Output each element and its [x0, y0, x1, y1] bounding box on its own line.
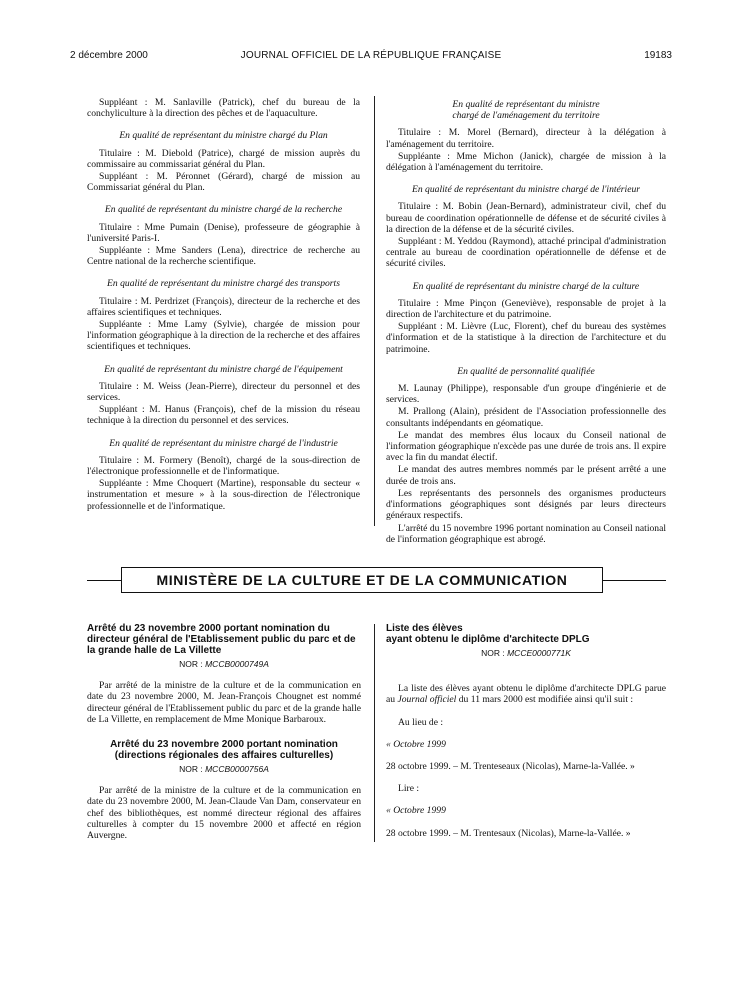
- arrete-drac-title: [87, 739, 361, 761]
- issue-date: 2 décembre 2000: [70, 50, 148, 61]
- titulaire-transports: Titulaire : M. Perdrizet (François), directeur de la recherche et des affaires scientifiques et techniques.: [87, 295, 360, 318]
- journal-title: JOURNAL OFFICIEL DE LA RÉPUBLIQUE FRANÇAISE: [240, 50, 502, 61]
- personnalite-launay: M. Launay (Philippe), responsable d'un groupe d'ingénierie et de services.: [386, 383, 666, 406]
- journal-officiel-ref: Journal officiel: [397, 694, 457, 706]
- arrete-drac-title-line1: Arrêté du 23 novembre 2000 portant nomination: [110, 739, 338, 751]
- page-number: 19183: [644, 50, 672, 61]
- page-header: [70, 50, 672, 64]
- banner-rule-right: [603, 580, 666, 581]
- au-lieu-de: Au lieu de :: [398, 716, 444, 728]
- lire: Lire :: [398, 783, 420, 795]
- liste-title-line1: Liste des élèves: [386, 623, 463, 634]
- section-heading-plan: En qualité de représentant du ministre chargé du Plan: [119, 130, 328, 142]
- left-lower-column: [87, 623, 361, 842]
- liste-nor: [386, 648, 666, 659]
- column-divider: [374, 96, 375, 526]
- suppleant-interieur: Suppléant : M. Yeddou (Raymond), attaché principal d'administration centrale au bureau de coordination opérationnelle de défense et de sécurité civiles.: [386, 236, 666, 270]
- section-heading-industrie: En qualité de représentant du ministre chargé de l'industrie: [109, 437, 338, 449]
- ministry-banner: MINISTÈRE DE LA CULTURE ET DE LA COMMUNICATION: [121, 567, 603, 593]
- month-heading-1: « Octobre 1999: [386, 738, 446, 750]
- titulaire-plan: Titulaire : M. Diebold (Patrice), chargé de mission auprès du commissaire au commissariat général du Plan.: [87, 147, 360, 170]
- liste-title: [386, 623, 666, 645]
- arrete-drac-title-line2: (directions régionales des affaires culturelles): [114, 750, 334, 762]
- titulaire-recherche: Titulaire : Mme Pumain (Denise), professeure de géographie à l'université Paris-I.: [87, 221, 360, 244]
- section-heading-amenagement-line1: En qualité de représentant du ministre: [452, 99, 600, 110]
- intro-paragraph: Suppléant : M. Sanlaville (Patrick), chef du bureau de la conchyliculture à la direction des pêches et de l'aquaculture.: [87, 97, 360, 120]
- section-heading-culture: En qualité de représentant du ministre chargé de la culture: [412, 280, 640, 292]
- representants-personnels: Les représentants des personnels des organismes producteurs d'informations géographiques sont désignés par leurs directeurs généraux respectifs.: [386, 487, 666, 522]
- nor-value: MCCE0000771K: [507, 648, 571, 658]
- suppleant-recherche: Suppléante : Mme Sanders (Lena), directrice de recherche au Centre national de la recherche scientifique.: [87, 245, 360, 268]
- liste-title-line2: ayant obtenu le diplôme d'architecte DPLG: [386, 634, 590, 645]
- suppleant-amenagement: Suppléante : Mme Michon (Janick), chargée de mission à la délégation à l'aménagement du territoire.: [386, 150, 666, 174]
- suppleant-equipement: Suppléant : M. Hanus (François), chef de la mission du réseau technique à la direction du personnel et des services.: [87, 404, 360, 427]
- mandat-autres: Le mandat des autres membres nommés par le présent arrêté a une durée de trois ans.: [386, 464, 666, 487]
- arrete-villette-nor: [87, 659, 361, 670]
- suppleant-transports: Suppléante : Mme Lamy (Sylvie), chargée de mission pour l'information géographique à la direction de la recherche et des affaires scientifiques et techniques.: [87, 319, 360, 353]
- section-heading-amenagement: [386, 99, 666, 121]
- arrete-drac-nor: [87, 764, 361, 775]
- titulaire-culture: Titulaire : Mme Pinçon (Geneviève), responsable de projet à la direction de l'architecture et du patrimoine.: [386, 297, 666, 321]
- suppleant-industrie: Suppléante : Mme Choquert (Martine), responsable du secteur « instrumentation et mesure » à la sous-direction de l'électronique professionnelle et de l'informatique.: [87, 478, 360, 512]
- month-heading-2: « Octobre 1999: [386, 805, 446, 817]
- column-divider-lower: [374, 624, 375, 842]
- nor-value: MCCB0000749A: [205, 659, 269, 669]
- entry-original: 28 octobre 1999. – M. Trenteseaux (Nicolas), Marne-la-Vallée. »: [386, 761, 635, 773]
- titulaire-industrie: Titulaire : M. Formery (Benoît), chargé de la sous-direction de l'électronique professionnelle et de l'informatique.: [87, 454, 360, 478]
- titulaire-amenagement: Titulaire : M. Morel (Bernard), directeur à la délégation à l'aménagement du territoire.: [386, 127, 666, 150]
- right-lower-column: [386, 623, 666, 840]
- titulaire-equipement: Titulaire : M. Weiss (Jean-Pierre), directeur du personnel et des services.: [87, 380, 360, 404]
- personnalite-prallong: M. Prallong (Alain), président de l'Association professionnelle des consultants indépendants en géomatique.: [386, 406, 666, 429]
- arrete-villette-title: Arrêté du 23 novembre 2000 portant nomination du directeur général de l'Etablissement public du parc et de la grande halle de La Villette: [87, 623, 356, 656]
- arrete-villette-body: Par arrêté de la ministre de la culture et de la communication en date du 23 novembre 2000, M. Jean-François Chougnet est nommé directeur général de l'Etablissement public du parc et de la grande halle de La Villette, en remplacement de Mme Monique Barbaroux.: [87, 680, 361, 725]
- entry-corrected: 28 octobre 1999. – M. Trentesaux (Nicolas), Marne-la-Vallée. »: [386, 827, 631, 839]
- section-heading-equipement: En qualité de représentant du ministre chargé de l'équipement: [104, 363, 343, 375]
- section-heading-amenagement-line2: chargé de l'aménagement du territoire: [452, 110, 600, 122]
- nor-label: NOR :: [179, 659, 203, 669]
- liste-body-end: du 11 mars 2000 est modifiée ainsi qu'il suit :: [456, 694, 634, 706]
- right-upper-column: [386, 99, 666, 546]
- titulaire-interieur: Titulaire : M. Bobin (Jean-Bernard), administrateur civil, chef du bureau de coordination opérationnelle de défense et de sécurité civiles à la direction de la défense et de la sécurité civiles.: [386, 201, 666, 235]
- arrete-drac-body: Par arrêté de la ministre de la culture et de la communication en date du 23 novembre 2000, M. Jean-Claude Van Dam, conservateur en chef des bibliothèques, est nommé directeur régional des affaires culturelles à compter du 15 novembre 2000 et affecté en région Auvergne.: [87, 785, 361, 842]
- liste-body-start: La liste des élèves ayant obtenu le diplôme d'architecte DPLG parue au: [386, 683, 666, 706]
- nor-label: NOR :: [481, 648, 505, 658]
- suppleant-plan: Suppléant : M. Péronnet (Gérard), chargé de mission au Commissariat général du Plan.: [87, 171, 360, 194]
- nor-label: NOR :: [179, 764, 203, 775]
- section-heading-recherche: En qualité de représentant du ministre chargé de la recherche: [104, 204, 343, 216]
- mandat-elus: Le mandat des membres élus locaux du Conseil national de l'information géographique n'excède pas une durée de trois ans. Il expire avec la fin du mandat électif.: [386, 429, 666, 464]
- abrogation: L'arrêté du 15 novembre 1996 portant nomination au Conseil national de l'information géographique est abrogé.: [386, 522, 666, 545]
- liste-body: [386, 683, 666, 705]
- banner-rule-left: [87, 580, 121, 581]
- section-heading-interieur: En qualité de représentant du ministre chargé de l'intérieur: [412, 184, 640, 196]
- section-heading-personnalite: En qualité de personnalité qualifiée: [457, 365, 595, 377]
- left-upper-column: [87, 97, 360, 513]
- section-heading-transports: En qualité de représentant du ministre chargé des transports: [107, 278, 340, 290]
- nor-value: MCCB0000756A: [205, 764, 269, 775]
- suppleant-culture: Suppléant : M. Lièvre (Luc, Florent), chef du bureau des systèmes d'information et de la statistique à la direction de l'architecture et du patrimoine.: [386, 321, 666, 355]
